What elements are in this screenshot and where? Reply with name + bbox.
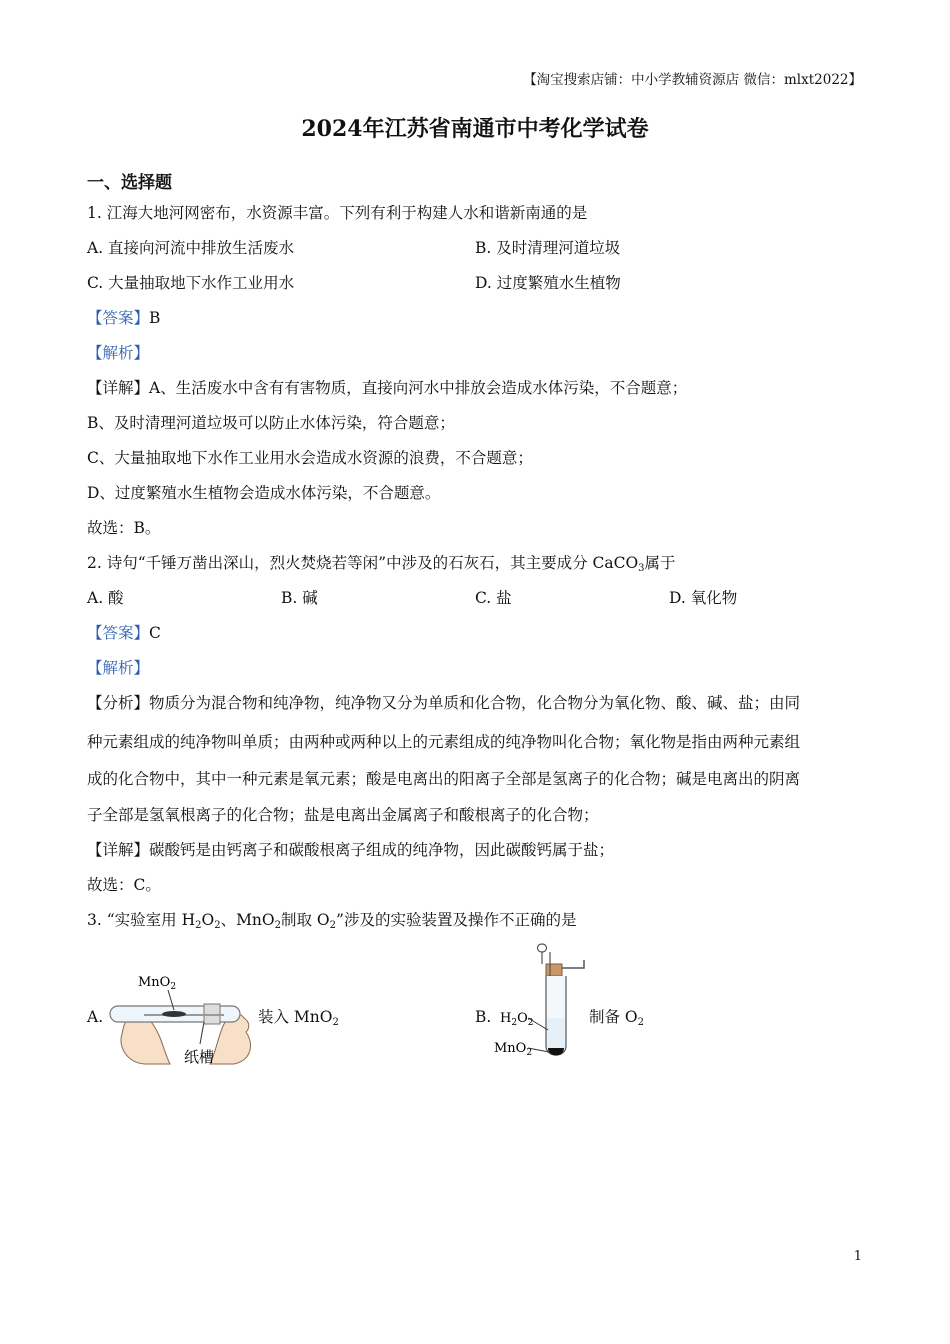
delivery-tube [562,960,584,968]
q1-option-b: B. 及时清理河道垃圾 [475,239,621,257]
q1-answer [87,308,160,328]
q3-stem-part: 3. “实验室用 H [87,911,196,929]
q1-detail-line-3: C、大量抽取地下水作工业用水会造成水资源的浪费，不合题意； [87,449,533,467]
q2-stem-tail: 属于 [644,554,676,572]
q3-option-b-letter: B. [475,1008,492,1026]
q1-detail-line-2: B、及时清理河道垃圾可以防止水体污染，符合题意； [87,414,455,432]
q2-option-a: A. 酸 [87,589,124,607]
subscript: 2 [214,920,221,931]
q3-stem-part: 制取 O [281,911,330,929]
mno2-powder [162,1011,186,1017]
q3-option-b-caption [589,1007,644,1027]
detail-text: A、生活废水中含有有害物质，直接向河水中排放会造成水体污染，不合题意； [149,379,688,397]
detail-tag: 【详解】 [87,841,150,859]
q1-analysis-tag: 【解析】 [87,344,150,362]
q2-conclusion: 故选：C。 [87,876,161,894]
page-title: 2024年江苏省南通市中考化学试卷 [301,116,649,142]
answer-value: B [149,309,161,327]
q1-option-c: C. 大量抽取地下水作工业用水 [87,274,295,292]
h2o2-label: $H_2O_2$ [500,1011,534,1028]
q2-stem [87,553,676,573]
answer-tag: 【答案】 [87,624,150,642]
detail-text: 碳酸钙是由钙离子和碳酸根离子组成的纯净物，因此碳酸钙属于盐； [149,841,615,859]
mno2-label: MnO$_2$ [138,975,177,992]
funnel-bulb [538,944,547,952]
subscript: 2 [332,1017,339,1028]
page-number: 1 [853,1249,862,1264]
fenxi-text: 物质分为混合物和纯净物，纯净物又分为单质和化合物，化合物分为氧化物、酸、碱、盐；由同 [149,694,801,712]
caption-text: 装入 MnO [258,1008,333,1026]
q2-answer [87,623,161,643]
caption-text: 制备 O [589,1008,638,1026]
subscript: 3 [638,563,645,574]
test-tube-loading-figure [104,966,264,1070]
section-title: 一、选择题 [87,173,172,193]
q3-stem-part: ”涉及的实验装置及操作不正确的是 [336,911,577,929]
q2-fenxi-line-1 [87,693,800,713]
q3-option-a-letter: A. [87,1008,104,1026]
q1-detail-line-4: D、过度繁殖水生植物会造成水体污染，不合题意。 [87,484,441,502]
q2-option-b: B. 碱 [281,589,318,607]
q2-analysis-tag: 【解析】 [87,659,150,677]
q1-option-a: A. 直接向河流中排放生活废水 [87,239,295,257]
q1-detail-line-1 [87,378,687,398]
mno2-solid [548,1048,564,1056]
oxygen-generator-figure [492,938,592,1070]
q2-option-c: C. 盐 [475,589,512,607]
q3-option-a-caption [258,1007,339,1027]
q1-option-d: D. 过度繁殖水生植物 [475,274,621,292]
q3-stem-part: O [201,911,215,929]
q2-option-d: D. 氧化物 [669,589,738,607]
subscript: 2 [195,920,202,931]
q2-fenxi-line-2: 种元素组成的纯净物叫单质；由两种或两种以上的元素组成的纯净物叫化合物；氧化物是指由两种元素组 [87,733,801,751]
answer-tag: 【答案】 [87,309,150,327]
trough-label: 纸槽 [184,1048,215,1066]
detail-tag: 【详解】 [87,379,150,397]
rubber-stopper [546,964,562,976]
subscript: 2 [274,920,281,931]
answer-value: C [149,624,161,642]
q3-stem [87,910,576,930]
q2-fenxi-line-3: 成的化合物中，其中一种元素是氧元素；酸是电离出的阳离子全部是氢离子的化合物；碱是电离出的阴离 [87,770,801,788]
q2-stem-text: 2. 诗句“千锤万凿出深山，烈火焚烧若等闲”中涉及的石灰石，其主要成分 CaCO [87,554,639,572]
q1-stem: 1. 江海大地河网密布，水资源丰富。下列有利于构建人水和谐新南通的是 [87,204,588,222]
mno2-label: MnO$_2$ [494,1041,533,1058]
q2-fenxi-line-4: 子全部是氢氧根离子的化合物；盐是电离出金属离子和酸根离子的化合物； [87,806,599,824]
q1-conclusion: 故选：B。 [87,519,161,537]
q3-stem-part: 、MnO [220,911,275,929]
header-note: 【淘宝搜索店铺：中小学教辅资源店 微信：mlxt2022】 [523,72,862,88]
leader-line [200,1022,204,1044]
subscript: 2 [329,920,337,931]
q2-detail [87,840,614,860]
subscript: 2 [637,1017,645,1028]
fenxi-tag: 【分析】 [87,694,150,712]
